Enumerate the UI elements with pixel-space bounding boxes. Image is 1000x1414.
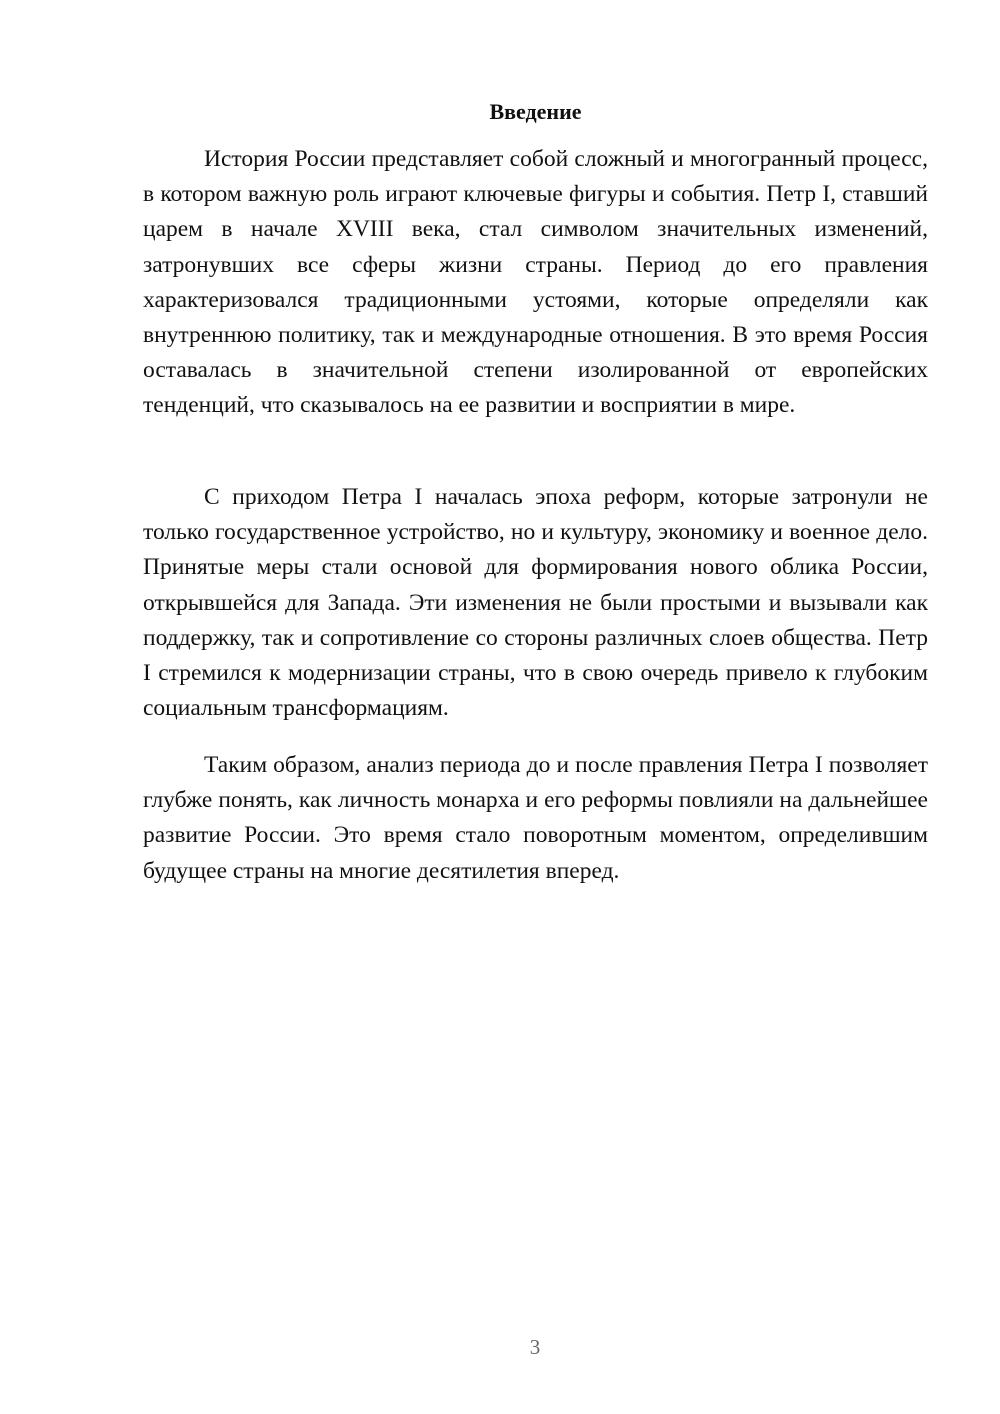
paragraph-3: Таким образом, анализ периода до и после правления Петра I позволяет глубже понять, как личность монарха и его реформы повлияли на дальнейшее развитие России. Это время стало поворотным моментом, определившим будущее страны на многие десятилетия вперед.	[143, 752, 928, 884]
paragraph-2: С приходом Петра I началась эпоха реформ, которые затронули не только государственное устройство, но и культуру, экономику и военное дело. Принятые меры стали основой для формирования нового облика России, открывшейся для Запада. Эти изменения не были простыми и вызывали как поддержку, так и сопротивление со стороны различных слоев общества. Петр I стремился к модернизации страны, что в свою очередь привело к глубоким социальным трансформациям.	[143, 484, 928, 722]
section-heading: Введение	[489, 99, 582, 124]
page-number: 3	[529, 1335, 541, 1359]
paragraph-1: История России представляет собой сложный и многогранный процесс, в котором важную роль играют ключевые фигуры и события. Петр I, ставший царем в начале XVIII века, стал символом значительных изменений, затронувших все сферы жизни страны. Период до его правления характеризовался традиционными устоями, которые определяли как внутреннюю политику, так и международные отношения. В это время Россия оставалась в значительной степени изолированной от европейских тенденций, что сказывалось на ее развитии и восприятии в мире.	[143, 146, 928, 419]
